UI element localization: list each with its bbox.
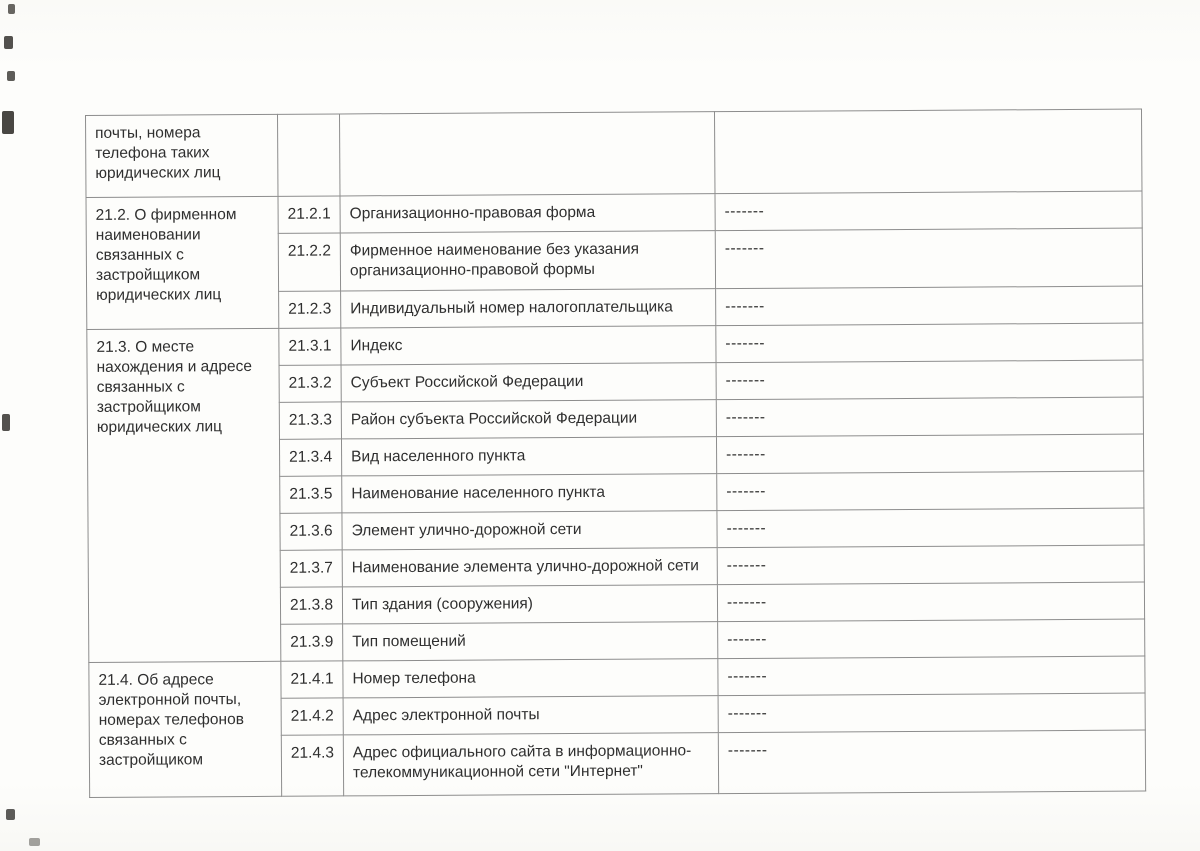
declaration-table	[85, 109, 1146, 798]
section-title-cell: 21.4. Об адресе электронной почты, номерах телефонов связанных с застройщиком	[89, 661, 282, 797]
row-label-cell: Наименование элемента улично-дорожной сети	[342, 548, 717, 587]
row-value-cell: -------	[716, 397, 1143, 437]
row-label-cell: Фирменное наименование без указания организационно-правовой формы	[340, 231, 715, 291]
scan-artifact	[29, 838, 40, 846]
row-value-cell: -------	[716, 323, 1143, 363]
scan-artifact	[2, 414, 10, 431]
row-label-cell: Адрес официального сайта в информационно-телекоммуникационной сети "Интернет"	[343, 733, 718, 796]
row-value-cell: -------	[718, 656, 1145, 696]
row-number-cell: 21.2.2	[278, 233, 340, 291]
row-value-cell: -------	[718, 693, 1145, 733]
row-value-cell: -------	[716, 360, 1143, 400]
row-value-cell: -------	[717, 508, 1144, 548]
row-number-cell: 21.3.8	[280, 587, 342, 624]
row-label-cell: Тип здания (сооружения)	[342, 585, 717, 624]
row-label-cell: Организационно-правовая форма	[340, 194, 715, 233]
row-label-cell: Район субъекта Российской Федерации	[341, 400, 716, 439]
row-value-cell: -------	[715, 191, 1142, 231]
row-value-cell: -------	[716, 434, 1143, 474]
row-number-cell: 21.3.7	[280, 550, 342, 587]
table-row	[86, 191, 1142, 234]
row-label-cell: Вид населенного пункта	[341, 437, 716, 476]
scan-artifact	[8, 4, 15, 14]
row-number-cell: 21.3.1	[279, 328, 341, 365]
section-title-cell: 21.2. О фирменном наименовании связанных с застройщиком юридических лиц	[86, 196, 279, 329]
row-label-cell: Элемент улично-дорожной сети	[342, 511, 717, 550]
row-label-cell: Индивидуальный номер налогоплательщика	[341, 289, 716, 328]
scan-artifact	[2, 111, 14, 134]
section-title-cell: почты, номера телефона таких юридических лиц	[86, 114, 278, 197]
row-value-cell: -------	[717, 545, 1144, 585]
scan-artifact	[6, 809, 15, 820]
row-value-cell: -------	[715, 228, 1142, 289]
row-number-cell: 21.4.2	[281, 698, 343, 735]
section-title-cell: 21.3. О месте нахождения и адресе связанных с застройщиком юридических лиц	[87, 328, 281, 662]
row-value-cell: -------	[716, 286, 1143, 326]
table-row	[87, 323, 1143, 366]
row-number-cell: 21.3.5	[280, 476, 342, 513]
row-value-cell	[714, 109, 1141, 194]
scan-artifact	[4, 36, 13, 49]
row-value-cell: -------	[718, 619, 1145, 659]
row-value-cell: -------	[718, 730, 1145, 794]
row-number-cell: 21.3.9	[281, 624, 343, 661]
row-label-cell: Наименование населенного пункта	[342, 474, 717, 513]
row-label-cell: Номер телефона	[343, 659, 718, 698]
row-label-cell: Адрес электронной почты	[343, 696, 718, 735]
table-row	[89, 656, 1145, 699]
row-label-cell: Субъект Российской Федерации	[341, 363, 716, 402]
row-number-cell: 21.4.1	[281, 661, 343, 698]
scan-artifact	[7, 71, 15, 81]
table-row	[86, 109, 1142, 197]
row-number-cell	[277, 114, 339, 196]
row-number-cell: 21.4.3	[281, 735, 343, 796]
row-number-cell: 21.2.3	[279, 291, 341, 328]
row-number-cell: 21.3.6	[280, 513, 342, 550]
row-number-cell: 21.3.3	[279, 402, 341, 439]
row-label-cell: Тип помещений	[343, 622, 718, 661]
row-number-cell: 21.3.2	[279, 365, 341, 402]
row-number-cell: 21.3.4	[279, 439, 341, 476]
row-value-cell: -------	[717, 471, 1144, 511]
row-number-cell: 21.2.1	[278, 196, 340, 233]
row-value-cell: -------	[717, 582, 1144, 622]
row-label-cell: Индекс	[341, 326, 716, 365]
row-label-cell	[339, 112, 714, 196]
